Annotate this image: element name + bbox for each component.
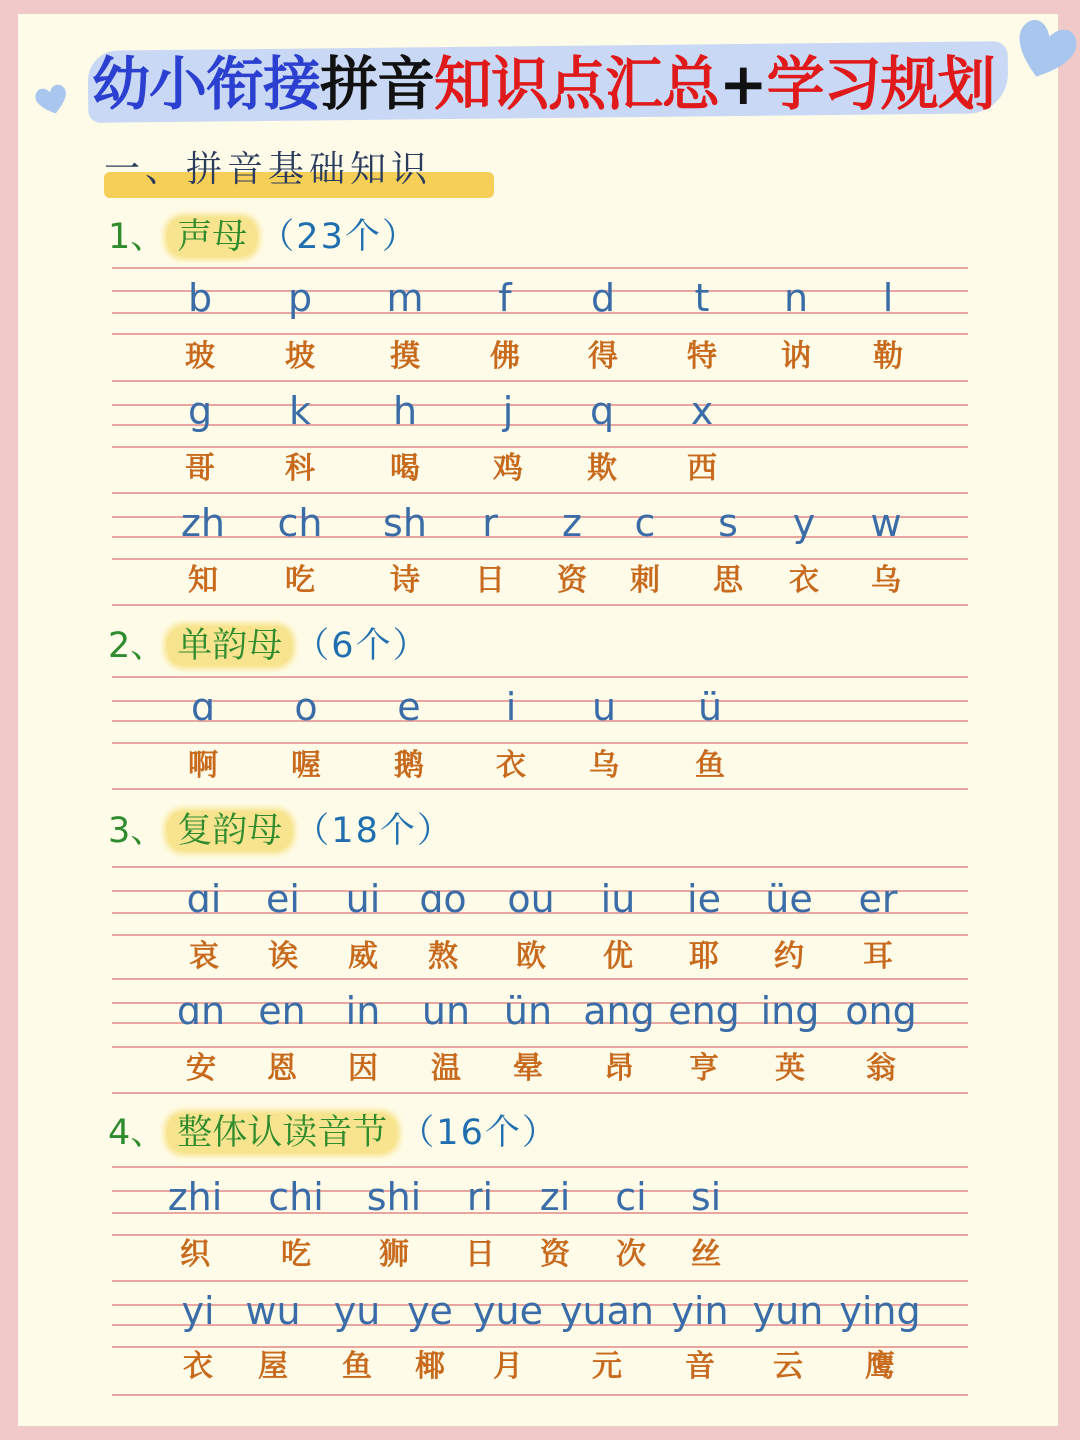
pinyin-syllable: q — [589, 389, 615, 433]
hanzi-character: 安 — [186, 1051, 216, 1086]
title-part-2: 拼音 — [320, 50, 435, 118]
ruled-line — [112, 1092, 968, 1094]
hanzi-character: 鹅 — [394, 748, 424, 783]
ruled-line — [112, 1394, 968, 1396]
pinyin-syllable: ci — [615, 1175, 647, 1219]
pinyin-syllable: t — [694, 276, 710, 320]
hanzi-character: 欧 — [516, 939, 546, 974]
group-count: （18个） — [294, 811, 454, 851]
pinyin-syllable: x — [690, 389, 714, 433]
pinyin-syllable: si — [690, 1175, 722, 1219]
group-number: 2、 — [108, 626, 166, 666]
hanzi-character: 科 — [285, 451, 315, 486]
title-part-3: 知识点汇总 — [434, 50, 720, 118]
hanzi-character: 晕 — [513, 1051, 543, 1086]
hanzi-character: 吃 — [285, 563, 315, 598]
ruled-line — [112, 1280, 968, 1282]
pinyin-syllable: c — [634, 501, 656, 545]
hanzi-character: 乌 — [589, 748, 619, 783]
hanzi-character: 乌 — [871, 563, 901, 598]
ruled-line — [112, 1046, 968, 1048]
group-label: 整体认读音节 — [167, 1113, 397, 1153]
hanzi-character: 坡 — [285, 339, 315, 374]
group-number: 3、 — [108, 811, 166, 851]
pinyin-syllable: ɑi — [186, 877, 222, 921]
pinyin-syllable: u — [591, 685, 617, 729]
pinyin-syllable: d — [590, 276, 616, 320]
pinyin-syllable: e — [397, 685, 421, 729]
ruled-line — [112, 312, 968, 314]
hanzi-character: 鸡 — [493, 451, 523, 486]
ruled-line — [112, 404, 968, 406]
hanzi-character: 耶 — [689, 939, 719, 974]
pinyin-syllable: yun — [752, 1289, 824, 1333]
group-number: 4、 — [108, 1113, 166, 1153]
ruled-line — [112, 866, 968, 868]
ruled-line — [112, 380, 968, 382]
pinyin-syllable: y — [792, 501, 816, 545]
title-part-1: 幼小衔接 — [92, 50, 321, 118]
hanzi-character: 英 — [775, 1051, 805, 1086]
hanzi-character: 衣 — [496, 748, 526, 783]
ruled-line — [112, 720, 968, 722]
pinyin-syllable: zi — [539, 1175, 571, 1219]
ruled-line — [112, 536, 968, 538]
ruled-line — [112, 446, 968, 448]
group-count: （23个） — [259, 217, 419, 257]
pinyin-syllable: yi — [181, 1289, 215, 1333]
hanzi-character: 诗 — [390, 563, 420, 598]
pinyin-syllable: n — [783, 276, 809, 320]
hanzi-character: 哥 — [185, 451, 215, 486]
pinyin-syllable: en — [258, 989, 306, 1033]
hanzi-character: 哀 — [189, 939, 219, 974]
hanzi-character: 资 — [540, 1237, 570, 1272]
hanzi-character: 得 — [588, 339, 618, 374]
pinyin-syllable: zh — [180, 501, 226, 545]
hanzi-character: 鹰 — [865, 1349, 895, 1384]
pinyin-syllable: f — [498, 276, 512, 320]
group-label: 复韵母 — [167, 811, 292, 851]
hanzi-character: 鱼 — [342, 1349, 372, 1384]
pinyin-syllable: er — [858, 877, 898, 921]
pinyin-syllable: ying — [839, 1289, 921, 1333]
ruled-line — [112, 267, 968, 269]
hanzi-character: 摸 — [390, 339, 420, 374]
page-title — [92, 44, 1012, 124]
section-title: 一、拼音基础知识 — [104, 149, 433, 190]
group-label: 声母 — [167, 217, 257, 257]
group-count: （16个） — [399, 1113, 559, 1153]
hanzi-character: 因 — [348, 1051, 378, 1086]
hanzi-character: 讷 — [781, 339, 811, 374]
pinyin-syllable: ch — [277, 501, 323, 545]
pinyin-syllable: iu — [600, 877, 636, 921]
hanzi-character: 鱼 — [695, 748, 725, 783]
pinyin-syllable: yue — [473, 1289, 543, 1333]
ruled-line — [112, 978, 968, 980]
pinyin-syllable: z — [562, 501, 582, 545]
pinyin-syllable: ing — [760, 989, 820, 1033]
pinyin-syllable: ou — [507, 877, 555, 921]
pinyin-syllable: ɑ — [190, 685, 216, 729]
hanzi-character: 诶 — [268, 939, 298, 974]
hanzi-character: 亨 — [689, 1051, 719, 1086]
heart-icon-right — [1010, 14, 1080, 86]
pinyin-syllable: un — [421, 989, 471, 1033]
hanzi-character: 狮 — [379, 1237, 409, 1272]
pinyin-syllable: yin — [671, 1289, 729, 1333]
hanzi-character: 丝 — [691, 1237, 721, 1272]
hanzi-character: 耳 — [863, 939, 893, 974]
ruled-line — [112, 1346, 968, 1348]
hanzi-character: 椰 — [415, 1349, 445, 1384]
pinyin-syllable: ü — [697, 685, 723, 729]
hanzi-character: 音 — [685, 1349, 715, 1384]
pinyin-syllable: yuan — [560, 1289, 654, 1333]
pinyin-syllable: w — [870, 501, 902, 545]
ruled-line — [112, 604, 968, 606]
pinyin-syllable: ong — [845, 989, 917, 1033]
ruled-line — [112, 742, 968, 744]
pinyin-syllable: o — [294, 685, 318, 729]
pinyin-syllable: k — [288, 389, 312, 433]
hanzi-character: 勒 — [873, 339, 903, 374]
pinyin-syllable: m — [386, 276, 424, 320]
ruled-line — [112, 676, 968, 678]
pinyin-syllable: ang — [583, 989, 655, 1033]
pinyin-syllable: ɑn — [176, 989, 226, 1033]
pinyin-syllable: chi — [268, 1175, 324, 1219]
ruled-line — [112, 492, 968, 494]
hanzi-character: 刺 — [630, 563, 660, 598]
hanzi-character: 次 — [616, 1237, 646, 1272]
hanzi-character: 织 — [180, 1237, 210, 1272]
hanzi-character: 资 — [557, 563, 587, 598]
pinyin-syllable: b — [187, 276, 213, 320]
ruled-line — [112, 700, 968, 702]
ruled-line — [112, 424, 968, 426]
hanzi-character: 吃 — [281, 1237, 311, 1272]
hanzi-character: 特 — [687, 339, 717, 374]
pinyin-syllable: ri — [466, 1175, 494, 1219]
pinyin-syllable: wu — [245, 1289, 301, 1333]
group-heading — [108, 1108, 559, 1158]
hanzi-character: 啊 — [188, 748, 218, 783]
group-heading — [108, 621, 430, 671]
title-part-5: 学习规划 — [766, 50, 995, 118]
pinyin-syllable: in — [345, 989, 381, 1033]
heart-icon-left — [32, 80, 72, 120]
pinyin-syllable: yu — [333, 1289, 381, 1333]
group-label: 单韵母 — [167, 626, 292, 666]
hanzi-character: 衣 — [183, 1349, 213, 1384]
hanzi-character: 翁 — [866, 1051, 896, 1086]
hanzi-character: 元 — [592, 1349, 622, 1384]
pinyin-syllable: sh — [383, 501, 427, 545]
hanzi-character: 云 — [773, 1349, 803, 1384]
pinyin-syllable: r — [482, 501, 498, 545]
group-number: 1、 — [108, 217, 166, 257]
ruled-line — [112, 516, 968, 518]
hanzi-character: 熬 — [428, 939, 458, 974]
hanzi-character: 日 — [465, 1237, 495, 1272]
ruled-line — [112, 788, 968, 790]
hanzi-character: 温 — [431, 1051, 461, 1086]
pinyin-syllable: ɑo — [419, 877, 467, 921]
pinyin-syllable: üe — [765, 877, 813, 921]
title-part-4: + — [719, 50, 767, 118]
pinyin-syllable: ui — [345, 877, 381, 921]
pinyin-syllable: zhi — [167, 1175, 223, 1219]
pinyin-syllable: shi — [366, 1175, 422, 1219]
hanzi-character: 优 — [603, 939, 633, 974]
group-count: （6个） — [294, 626, 430, 666]
pinyin-syllable: l — [882, 276, 894, 320]
ruled-line — [112, 290, 968, 292]
pinyin-syllable: g — [187, 389, 213, 433]
hanzi-character: 昂 — [604, 1051, 634, 1086]
hanzi-character: 欺 — [587, 451, 617, 486]
pinyin-syllable: s — [718, 501, 738, 545]
hanzi-character: 月 — [493, 1349, 523, 1384]
ruled-line — [112, 1166, 968, 1168]
hanzi-character: 屋 — [258, 1349, 288, 1384]
hanzi-character: 喔 — [291, 748, 321, 783]
pinyin-syllable: i — [505, 685, 517, 729]
pinyin-syllable: eng — [668, 989, 740, 1033]
pinyin-syllable: ie — [687, 877, 721, 921]
pinyin-syllable: j — [502, 389, 514, 433]
group-heading — [108, 806, 454, 856]
hanzi-character: 恩 — [267, 1051, 297, 1086]
hanzi-character: 知 — [188, 563, 218, 598]
hanzi-character: 衣 — [789, 563, 819, 598]
ruled-line — [112, 333, 968, 335]
hanzi-character: 日 — [475, 563, 505, 598]
hanzi-character: 佛 — [490, 339, 520, 374]
pinyin-syllable: ei — [266, 877, 300, 921]
ruled-line — [112, 934, 968, 936]
hanzi-character: 喝 — [390, 451, 420, 486]
hanzi-character: 玻 — [185, 339, 215, 374]
hanzi-character: 西 — [687, 451, 717, 486]
hanzi-character: 思 — [713, 563, 743, 598]
pinyin-syllable: ün — [503, 989, 553, 1033]
pinyin-syllable: h — [392, 389, 418, 433]
hanzi-character: 约 — [774, 939, 804, 974]
pinyin-syllable: ye — [407, 1289, 453, 1333]
ruled-line — [112, 558, 968, 560]
group-heading — [108, 212, 419, 262]
hanzi-character: 威 — [348, 939, 378, 974]
pinyin-syllable: p — [287, 276, 313, 320]
